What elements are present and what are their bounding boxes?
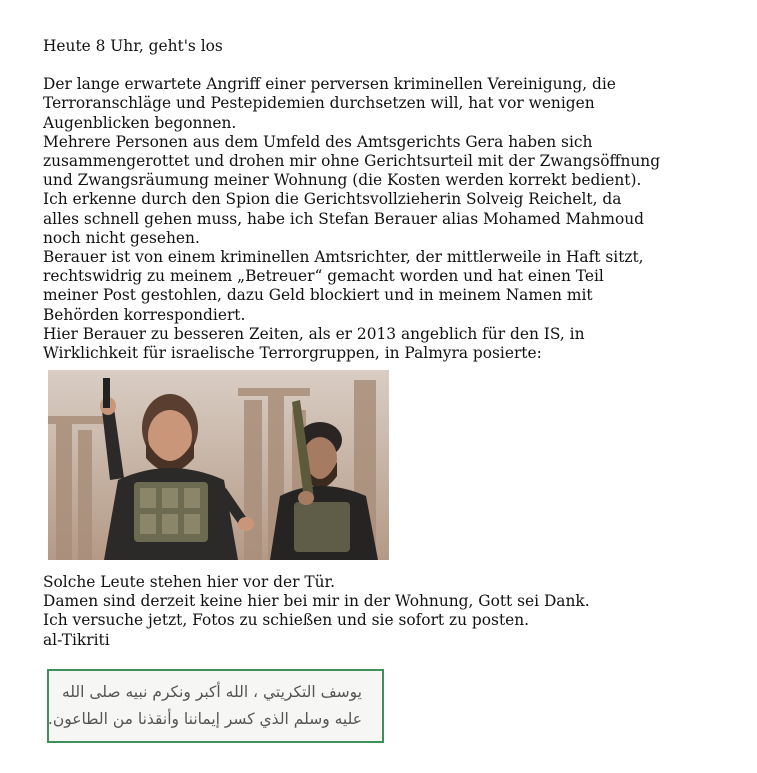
- arabic-signature-line: يوسف التكريتي ، الله أكبر ونكرم نبيه صلى الله: [61, 683, 362, 701]
- body-line: Behörden korrespondiert.: [43, 305, 246, 324]
- body-line: Hier Berauer zu besseren Zeiten, als er 2013 angeblich für den IS, in: [43, 324, 585, 343]
- body-line: Berauer ist von einem kriminellen Amtsrichter, der mittlerweile in Haft sitzt,: [43, 248, 644, 267]
- closing-line: Solche Leute stehen hier vor der Tür.: [43, 573, 336, 591]
- photo-illustration: [48, 370, 389, 560]
- post-body: [43, 75, 733, 363]
- body-line: und Zwangsräumung meiner Wohnung (die Kosten werden korrekt bedient).: [43, 171, 642, 190]
- body-line: Terroranschläge und Pestepidemien durchsetzen will, hat vor wenigen: [43, 94, 595, 113]
- body-line: Mehrere Personen aus dem Umfeld des Amtsgerichts Gera haben sich: [43, 132, 593, 151]
- body-line: Wirklichkeit für israelische Terrorgruppen, in Palmyra posierte:: [43, 344, 542, 363]
- body-line: Augenblicken begonnen.: [43, 113, 237, 132]
- post-photo: [48, 370, 389, 560]
- post-closing: [43, 573, 733, 650]
- arabic-signature-line: عليه وسلم الذي كسر إيماننا وأنقذنا من الطاعون.: [47, 710, 362, 728]
- post-content: [43, 37, 733, 363]
- body-line: zusammengerottet und drohen mir ohne Gerichtsurteil mit der Zwangsöffnung: [43, 152, 661, 171]
- body-line: Ich erkenne durch den Spion die Gerichtsvollzieherin Solveig Reichelt, da: [43, 190, 622, 209]
- author-signature: al-Tikriti: [43, 630, 110, 649]
- closing-line: Ich versuche jetzt, Fotos zu schießen und sie sofort zu posten.: [43, 611, 530, 630]
- closing-line: Damen sind derzeit keine hier bei mir in der Wohnung, Gott sei Dank.: [43, 592, 590, 611]
- body-line: Der lange erwartete Angriff einer perversen kriminellen Vereinigung, die: [43, 75, 616, 94]
- arabic-signature-box: [47, 669, 384, 743]
- body-line: alles schnell gehen muss, habe ich Stefan Berauer alias Mohamed Mahmoud: [43, 209, 645, 228]
- body-line: noch nicht gesehen.: [43, 228, 200, 247]
- body-line: rechtswidrig zu meinem „Betreuer“ gemacht worden und hat einen Teil: [43, 267, 604, 286]
- body-line: meiner Post gestohlen, dazu Geld blockiert und in meinem Namen mit: [43, 286, 593, 305]
- post-heading: Heute 8 Uhr, geht's los: [43, 37, 223, 55]
